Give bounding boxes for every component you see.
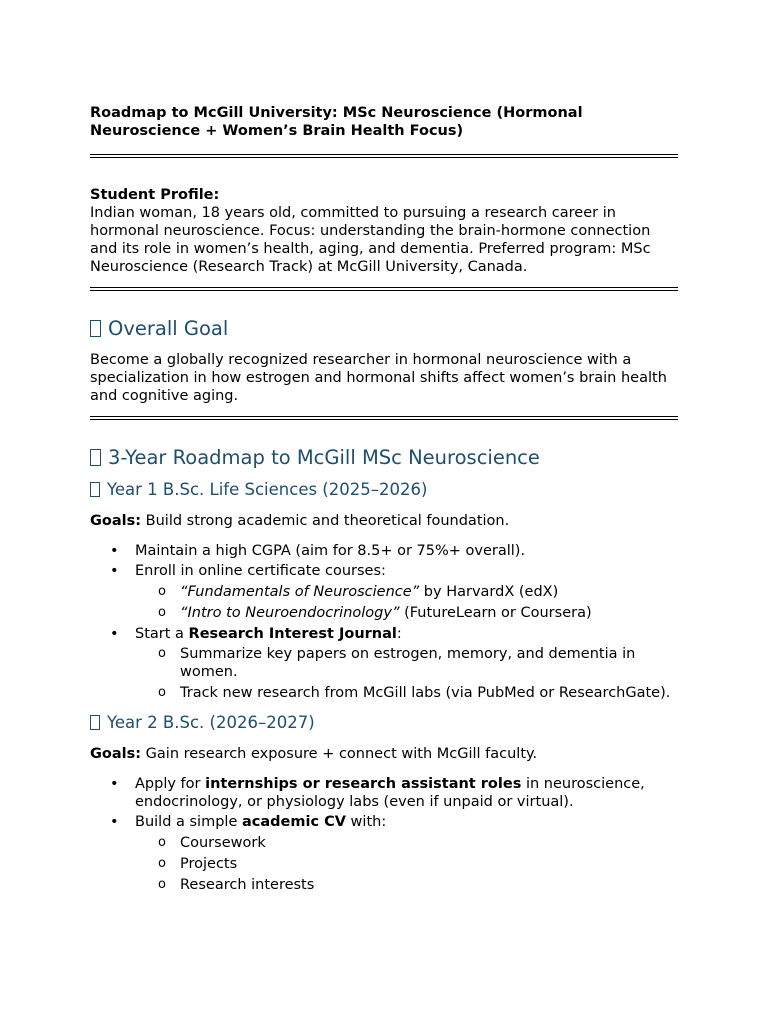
course-title: “Intro to Neuroendocrinology” (180, 605, 400, 621)
sub-list-item-text: Projects (180, 856, 238, 872)
sub-list-item (90, 604, 680, 622)
bullet: • (110, 626, 119, 642)
divider (90, 416, 678, 420)
list-item-text: Maintain a high CGPA (aim for 8.5+ or 75%+ overall). (135, 543, 526, 559)
year2-goals (90, 745, 680, 763)
sub-list-item (90, 684, 680, 702)
course-provider: (FutureLearn or Coursera) (399, 605, 592, 621)
year2-list (90, 775, 680, 894)
list-item-pre: Start a (135, 626, 189, 642)
list-item (90, 542, 680, 560)
list-item-post: : (396, 626, 402, 642)
bullet: • (110, 814, 119, 830)
goals-label: Goals: (90, 746, 142, 762)
profile-text: Indian woman, 18 years old, committed to pursuing a research career in hormonal neuroscience. Focus: understanding the brain-hormone connection and its role in women’s health, aging, and dementia. Preferred program: MSc Neuroscience (Research Track) at McGill University, Canada. (90, 205, 651, 275)
year2-heading-text: Year 2 B.Sc. (2026–2027) (107, 713, 315, 732)
sub-bullet: o (158, 856, 166, 871)
list-item-text: Enroll in online certificate courses: (135, 563, 386, 579)
roadmap-heading-text: 3-Year Roadmap to McGill MSc Neuroscience (108, 446, 540, 469)
sub-list-item (90, 876, 680, 894)
sub-bullet: o (158, 877, 166, 892)
missing-glyph-icon (90, 320, 101, 337)
missing-glyph-icon (90, 482, 100, 497)
sub-bullet: o (158, 584, 166, 599)
missing-glyph-icon (90, 449, 101, 466)
goals-label: Goals: (90, 513, 142, 529)
sub-list-item-text: Research interests (180, 877, 315, 893)
document-title: Roadmap to McGill University: MSc Neuroscience (Hormonal Neuroscience + Women’s Brain Health Focus) (90, 105, 583, 139)
goal-heading (90, 317, 680, 341)
list-item-post: in neuroscience, endocrinology, or physiology labs (even if unpaid or virtual). (135, 776, 645, 810)
list-item (90, 562, 680, 580)
sub-list-item (90, 645, 680, 681)
roadmap-heading (90, 446, 680, 470)
goals-text: Gain research exposure + connect with McGill faculty. (141, 746, 538, 762)
goal-heading-text: Overall Goal (108, 317, 229, 340)
bullet: • (110, 563, 119, 579)
bullet: • (110, 543, 119, 559)
course-provider: by HarvardX (edX) (419, 584, 559, 600)
sub-list-item-text: Track new research from McGill labs (via PubMed or ResearchGate). (180, 685, 671, 701)
year2-heading (90, 713, 680, 733)
list-item-pre: Build a simple (135, 814, 242, 830)
list-item-bold: academic CV (241, 814, 346, 830)
course-title: “Fundamentals of Neuroscience” (180, 584, 420, 600)
list-item (90, 625, 680, 643)
year1-heading (90, 480, 680, 500)
goal-text: Become a globally recognized researcher in hormonal neuroscience with a specialization in how estrogen and hormonal shifts affect women’s brain health and cognitive aging. (90, 352, 667, 404)
missing-glyph-icon (90, 715, 100, 730)
sub-list-item (90, 834, 680, 852)
year1-list (90, 542, 680, 702)
document-content (90, 104, 680, 894)
sub-bullet: o (158, 605, 166, 620)
sub-list-item (90, 855, 680, 873)
bullet: • (110, 776, 119, 792)
sub-bullet: o (158, 646, 166, 661)
divider (90, 154, 678, 158)
year1-goals (90, 512, 680, 530)
list-item-post: with: (345, 814, 387, 830)
divider (90, 287, 678, 291)
list-item-pre: Apply for (135, 776, 206, 792)
goals-text: Build strong academic and theoretical foundation. (141, 513, 510, 529)
year1-heading-text: Year 1 B.Sc. Life Sciences (2025–2026) (107, 480, 428, 499)
sub-list-item (90, 583, 680, 601)
profile-heading: Student Profile: (90, 187, 220, 203)
list-item (90, 775, 680, 811)
list-item-bold: Research Interest Journal (188, 626, 397, 642)
sub-list-item-text: Summarize key papers on estrogen, memory, and dementia in women. (180, 646, 636, 680)
sub-list-item-text: Coursework (180, 835, 266, 851)
list-item (90, 813, 680, 831)
sub-bullet: o (158, 835, 166, 850)
sub-bullet: o (158, 685, 166, 700)
list-item-bold: internships or research assistant roles (205, 776, 522, 792)
